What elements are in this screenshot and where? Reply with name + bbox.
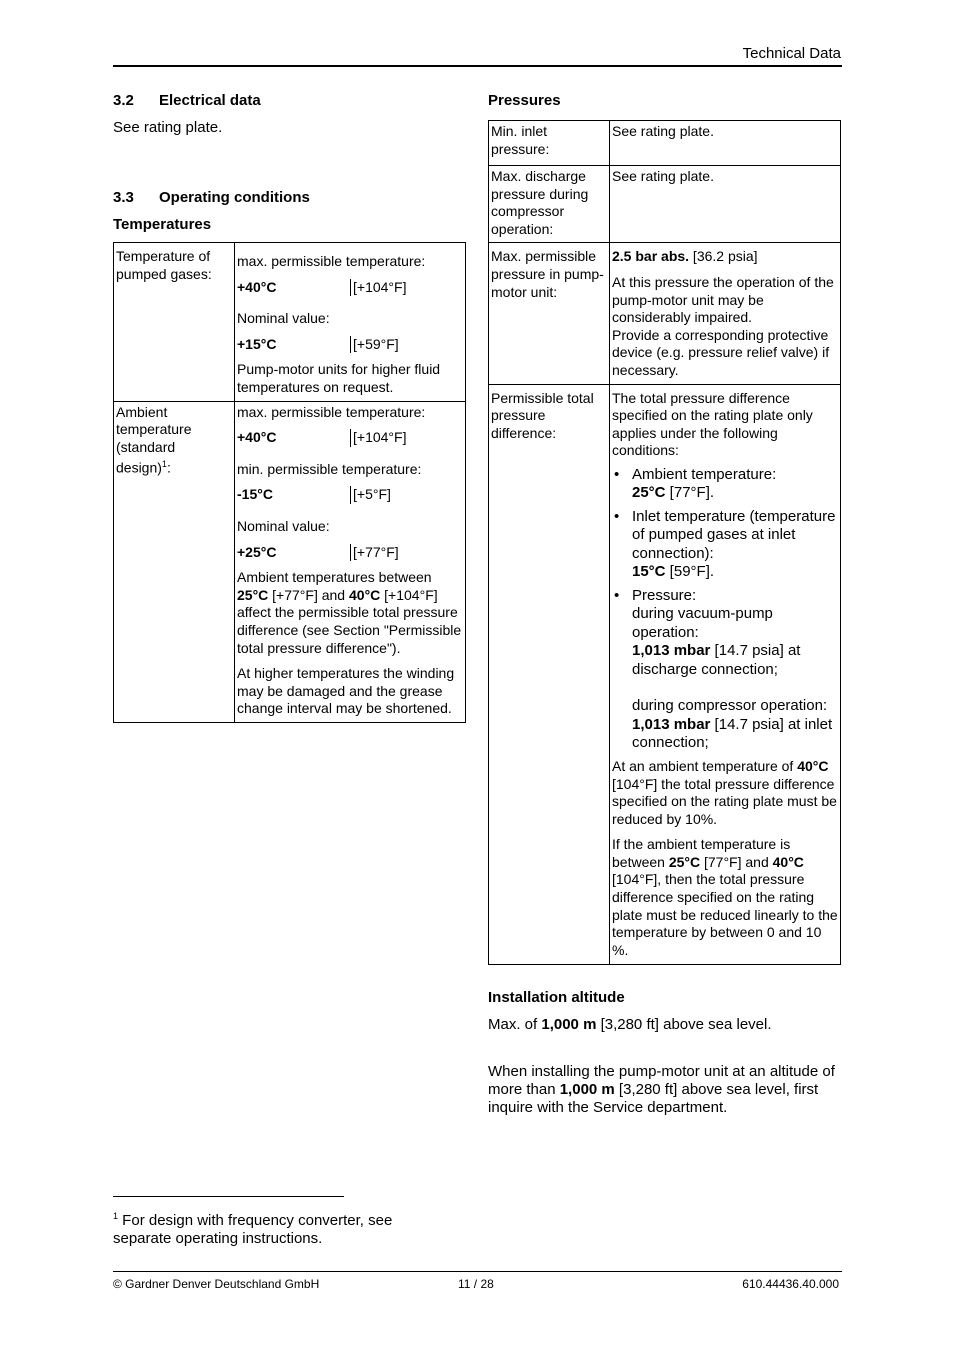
pressures-table xyxy=(488,120,841,965)
pumped-gases-label: Temperature of pumped gases: xyxy=(114,243,235,402)
left-column xyxy=(113,92,466,723)
max-discharge-value: See rating plate. xyxy=(610,166,841,243)
max-permissible-value: 2.5 bar abs. [36.2 psia] xyxy=(612,248,758,265)
pumped-max-label: max. permissible temperature: xyxy=(237,253,426,269)
ambient-max-label: max. permissible temperature: xyxy=(237,403,426,420)
total-diff-label: Permissible total pressure difference: xyxy=(489,384,610,965)
footer-page-number: 11 / 28 xyxy=(458,1277,494,1291)
altitude-note: When installing the pump-motor unit at an altitude of more than 1,000 m [3,280 ft] above sea level, first inquire with the Service department. xyxy=(488,1063,835,1117)
table-row xyxy=(114,401,466,722)
altitude-heading: Installation altitude xyxy=(488,989,625,1007)
section-number: 3.2 xyxy=(113,92,134,109)
list-item: • Pressure: during vacuum-pump operation: 1,013 mbar [14.7 psia] at discharge connection; during compressor operation: 1,013 mbar [14.7 psia] at inlet connection; xyxy=(614,586,833,752)
table-row xyxy=(489,243,841,384)
section-title: Operating conditions xyxy=(159,189,310,206)
section-heading-electrical xyxy=(113,92,466,109)
section-heading-operating xyxy=(113,189,466,206)
footnote-text: For design with frequency converter, see separate operating instructions. xyxy=(113,1212,393,1247)
list-item: • Inlet temperature (temperature of pumped gases at inlet connection): 15°C [59°F]. xyxy=(614,507,836,581)
ambient-min-label: min. permissible temperature: xyxy=(237,460,422,477)
right-column xyxy=(488,92,841,1117)
pumped-note: Pump-motor units for higher fluid temperatures on request. xyxy=(237,361,441,395)
total-diff-intro: The total pressure difference specified on the rating plate only applies under the following conditions: xyxy=(612,389,813,459)
footnote-rule xyxy=(113,1196,344,1197)
ambient-max-value: +40°C [+104°F] xyxy=(237,429,407,446)
ambient-note-2: At higher temperatures the winding may be damaged and the grease change interval may be shortened. xyxy=(237,665,455,717)
ambient-min-value: -15°C [+5°F] xyxy=(237,486,391,503)
table-row xyxy=(489,121,841,166)
footer-doc-number: 610.44436.40.000 xyxy=(742,1277,839,1291)
pumped-max-value: +40°C [+104°F] xyxy=(237,278,407,295)
footnote-ref: 1 xyxy=(161,459,167,470)
footer-copyright: © Gardner Denver Deutschland GmbH xyxy=(113,1277,320,1291)
table-row xyxy=(489,384,841,965)
footnote-number: 1 xyxy=(113,1211,119,1221)
temperatures-table xyxy=(113,242,466,723)
section-number: 3.3 xyxy=(113,189,134,206)
total-diff-note-2: If the ambient temperature is between 25°C [77°F] and 40°C [104°F], then the total pressure difference specified on the rating plate must be reduced linearly to the temperature by between 0 and 10 %. xyxy=(612,836,838,958)
ambient-label: Ambient temperature (standard design)$^1$: xyxy=(114,401,235,722)
table-row xyxy=(114,243,466,402)
max-discharge-label: Max. discharge pressure during compressor operation: xyxy=(489,166,610,243)
list-item: • Ambient temperature: 25°C [77°F]. xyxy=(614,465,777,502)
conditions-list xyxy=(612,466,838,753)
bullet-icon: • xyxy=(614,507,620,525)
bullet-icon: • xyxy=(614,586,620,604)
page-header-title: Technical Data xyxy=(742,45,841,62)
section-title: Electrical data xyxy=(159,92,261,109)
table-row xyxy=(489,166,841,243)
min-inlet-value: See rating plate. xyxy=(610,121,841,166)
pumped-nominal-label: Nominal value: xyxy=(237,310,330,327)
bullet-icon: • xyxy=(614,465,620,483)
altitude-max: Max. of 1,000 m [3,280 ft] above sea level. xyxy=(488,1016,772,1034)
total-diff-note-1: At an ambient temperature of 40°C [104°F] the total pressure difference specified on the rating plate must be reduced by 10%. xyxy=(612,757,837,827)
max-permissible-note: At this pressure the operation of the pump-motor unit may be considerably impaired. xyxy=(612,273,834,326)
max-permissible-note-2: Provide a corresponding protective device (e.g. pressure relief valve) if necessary. xyxy=(612,326,830,378)
ambient-note-1: Ambient temperatures between 25°C [+77°F] and 40°C [+104°F] affect the permissible total pressure difference (see Section "Permissible total pressure difference"). xyxy=(237,569,462,656)
min-inlet-label: Min. inlet pressure: xyxy=(489,121,610,166)
pumped-nominal-value: +15°C [+59°F] xyxy=(237,335,399,352)
header-rule xyxy=(113,65,842,67)
footer-rule xyxy=(113,1271,842,1272)
pressures-heading: Pressures xyxy=(488,92,561,109)
ambient-nominal-value: +25°C [+77°F] xyxy=(237,543,399,560)
ambient-nominal-label: Nominal value: xyxy=(237,517,330,534)
temperatures-heading: Temperatures xyxy=(113,216,212,233)
max-permissible-label: Max. permissible pressure in pump-motor unit: xyxy=(489,243,610,384)
electrical-text: See rating plate. xyxy=(113,119,223,136)
footnote xyxy=(113,1207,443,1248)
